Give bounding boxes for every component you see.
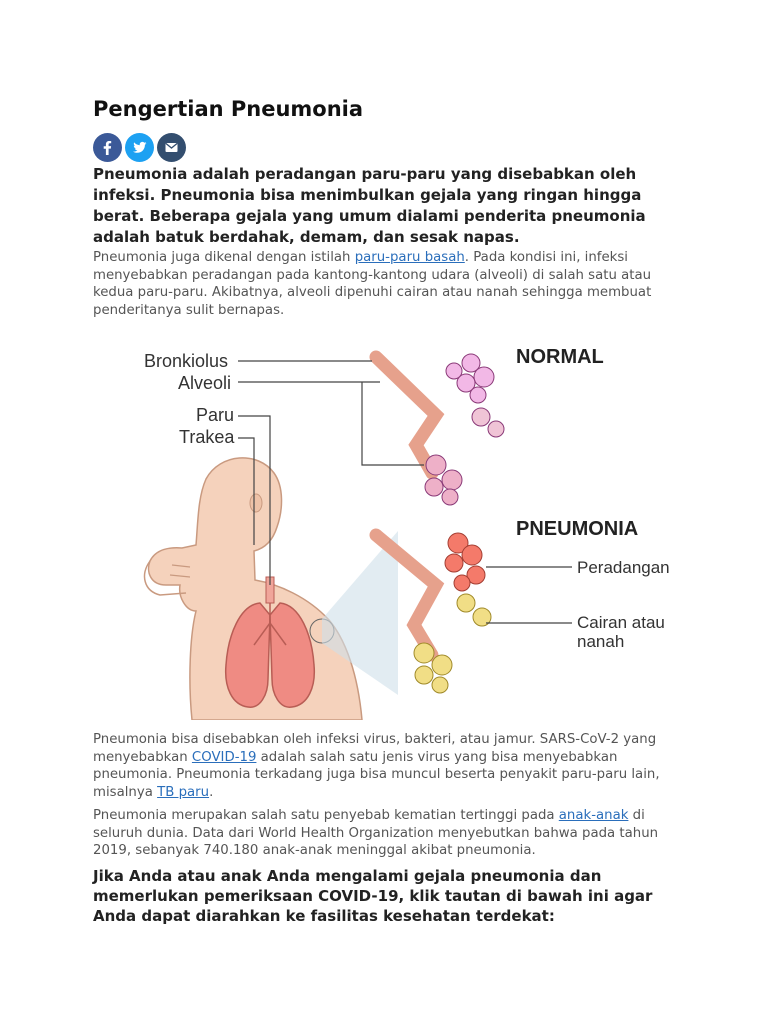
label-cairan-line2: nanah [577,632,625,651]
label-bronkiolus: Bronkiolus [144,351,229,371]
label-trakea: Trakea [179,427,235,447]
leader-lines [238,361,572,623]
covid-19-link[interactable]: COVID-19 [191,749,257,765]
normal-alveoli [376,354,504,505]
facebook-share-button[interactable] [93,133,122,162]
email-icon [157,133,186,162]
facebook-icon [93,133,122,162]
paragraph-2: Pneumonia bisa disebabkan oleh infeksi virus, bakteri, atau jamur. SARS-CoV-2 yang menyebabkan COVID-19 adalah salah satu jenis virus yang bisa menyebabkan pneumonia. Pneumonia terkadang juga bisa muncul beserta penyakit paru-paru lain, misalnya TB paru. [93,732,660,800]
paragraph-1: Pneumonia juga dikenal dengan istilah paru-paru basah. Pada kondisi ini, infeksi menyebabkan peradangan pada kantong-kantong udara (alveoli) di salah satu atau kedua paru-paru. Akibatnya, alveoli dipenuhi cairan atau nanah sehingga membuat penderitanya sulit bernapas. [93,250,652,318]
paru-paru-basah-link[interactable]: paru-paru basah [354,250,465,265]
label-peradangan: Peradangan [577,558,670,577]
paragraph-3: Pneumonia merupakan salah satu penyebab kematian tertinggi pada anak-anak di seluruh dunia. Data dari World Health Organization menyebutkan bahwa pada tahun 2019, sebanyak 740.180 anak-anak meninggal akibat pneumonia. [93,808,659,858]
label-normal: NORMAL [516,346,604,368]
label-alveoli: Alveoli [178,373,232,393]
label-pneumonia: PNEUMONIA [516,518,639,540]
email-share-button[interactable] [157,133,186,162]
share-bar [93,133,186,162]
label-paru: Paru [196,405,235,425]
twitter-icon [125,133,154,162]
page-title: Pengertian Pneumonia [93,97,364,121]
label-cairan-line1: Cairan atau [577,613,665,632]
pneumonia-illustration [136,335,696,720]
anak-anak-link[interactable]: anak-anak [558,808,629,823]
twitter-share-button[interactable] [125,133,154,162]
tb-paru-link[interactable]: TB paru [157,784,210,800]
cta-paragraph: Jika Anda atau anak Anda mengalami gejala pneumonia dan memerlukan pemeriksaan COVID-19, klik tautan di bawah ini agar Anda dapat diarahkan ke fasilitas kesehatan terdekat: [93,867,653,925]
lead-paragraph: Pneumonia adalah peradangan paru-paru yang disebabkan oleh infeksi. Pneumonia bisa menimbulkan gejala yang ringan hingga berat. Beberapa gejala yang umum dialami penderita pneumonia adalah batuk berdahak, demam, dan sesak napas. [93,165,646,246]
